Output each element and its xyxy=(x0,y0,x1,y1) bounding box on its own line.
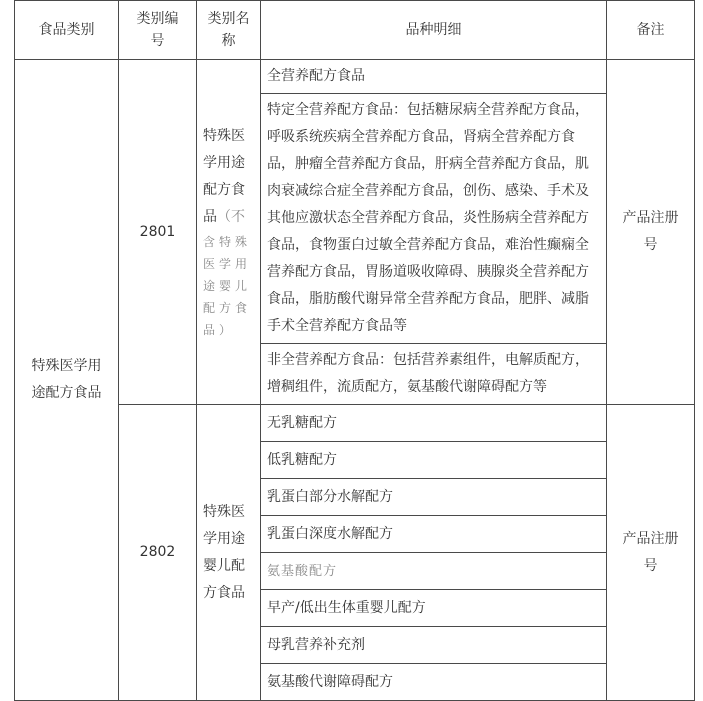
category-cell: 特殊医学用 途配方食品 xyxy=(15,60,119,701)
name-2802: 特殊医 学用途 婴儿配 方食品 xyxy=(197,405,261,701)
detail-2802-8: 氨基酸代谢障碍配方 xyxy=(261,664,607,701)
header-detail: 品种明细 xyxy=(261,1,607,60)
detail-2802-6: 早产/低出生体重婴儿配方 xyxy=(261,590,607,627)
header-category-name: 类别名 称 xyxy=(197,1,261,60)
code-2802: 2802 xyxy=(119,405,197,701)
name-2801: 特殊医 学用途 配方食 品（不 含特殊 医学用 途婴儿 配方食 品） xyxy=(197,60,261,405)
detail-2802-4: 乳蛋白深度水解配方 xyxy=(261,516,607,553)
table-row xyxy=(15,60,695,94)
detail-2801-1: 全营养配方食品 xyxy=(261,60,607,94)
detail-2802-7: 母乳营养补充剂 xyxy=(261,627,607,664)
detail-2801-3: 非全营养配方食品：包括营养素组件，电解质配方，增稠组件，流质配方，氨基酸代谢障碍配方等 xyxy=(261,344,607,405)
code-2801: 2801 xyxy=(119,60,197,405)
detail-2802-5: 氨基酸配方 xyxy=(261,553,607,590)
header-row xyxy=(15,1,695,60)
detail-2801-2: 特定全营养配方食品：包括糖尿病全营养配方食品，呼吸系统疾病全营养配方食品，肾病全营养配方食品，肿瘤全营养配方食品，肝病全营养配方食品，肌肉衰减综合症全营养配方食品，创伤、感染、手术及其他应激状态全营养配方食品，炎性肠病全营养配方食品，食物蛋白过敏全营养配方食品，难治性癫痫全营养配方食品，胃肠道吸收障碍、胰腺炎全营养配方食品，脂肪酸代谢异常全营养配方食品，肥胖、减脂手术全营养配方食品等 xyxy=(261,94,607,344)
detail-2802-2: 低乳糖配方 xyxy=(261,442,607,479)
detail-2802-3: 乳蛋白部分水解配方 xyxy=(261,479,607,516)
remark-2801: 产品注册 号 xyxy=(607,60,695,405)
detail-2802-1: 无乳糖配方 xyxy=(261,405,607,442)
header-food-category: 食品类别 xyxy=(15,1,119,60)
remark-2802: 产品注册 号 xyxy=(607,405,695,701)
food-category-table xyxy=(14,0,695,701)
header-category-code: 类别编 号 xyxy=(119,1,197,60)
header-remark: 备注 xyxy=(607,1,695,60)
